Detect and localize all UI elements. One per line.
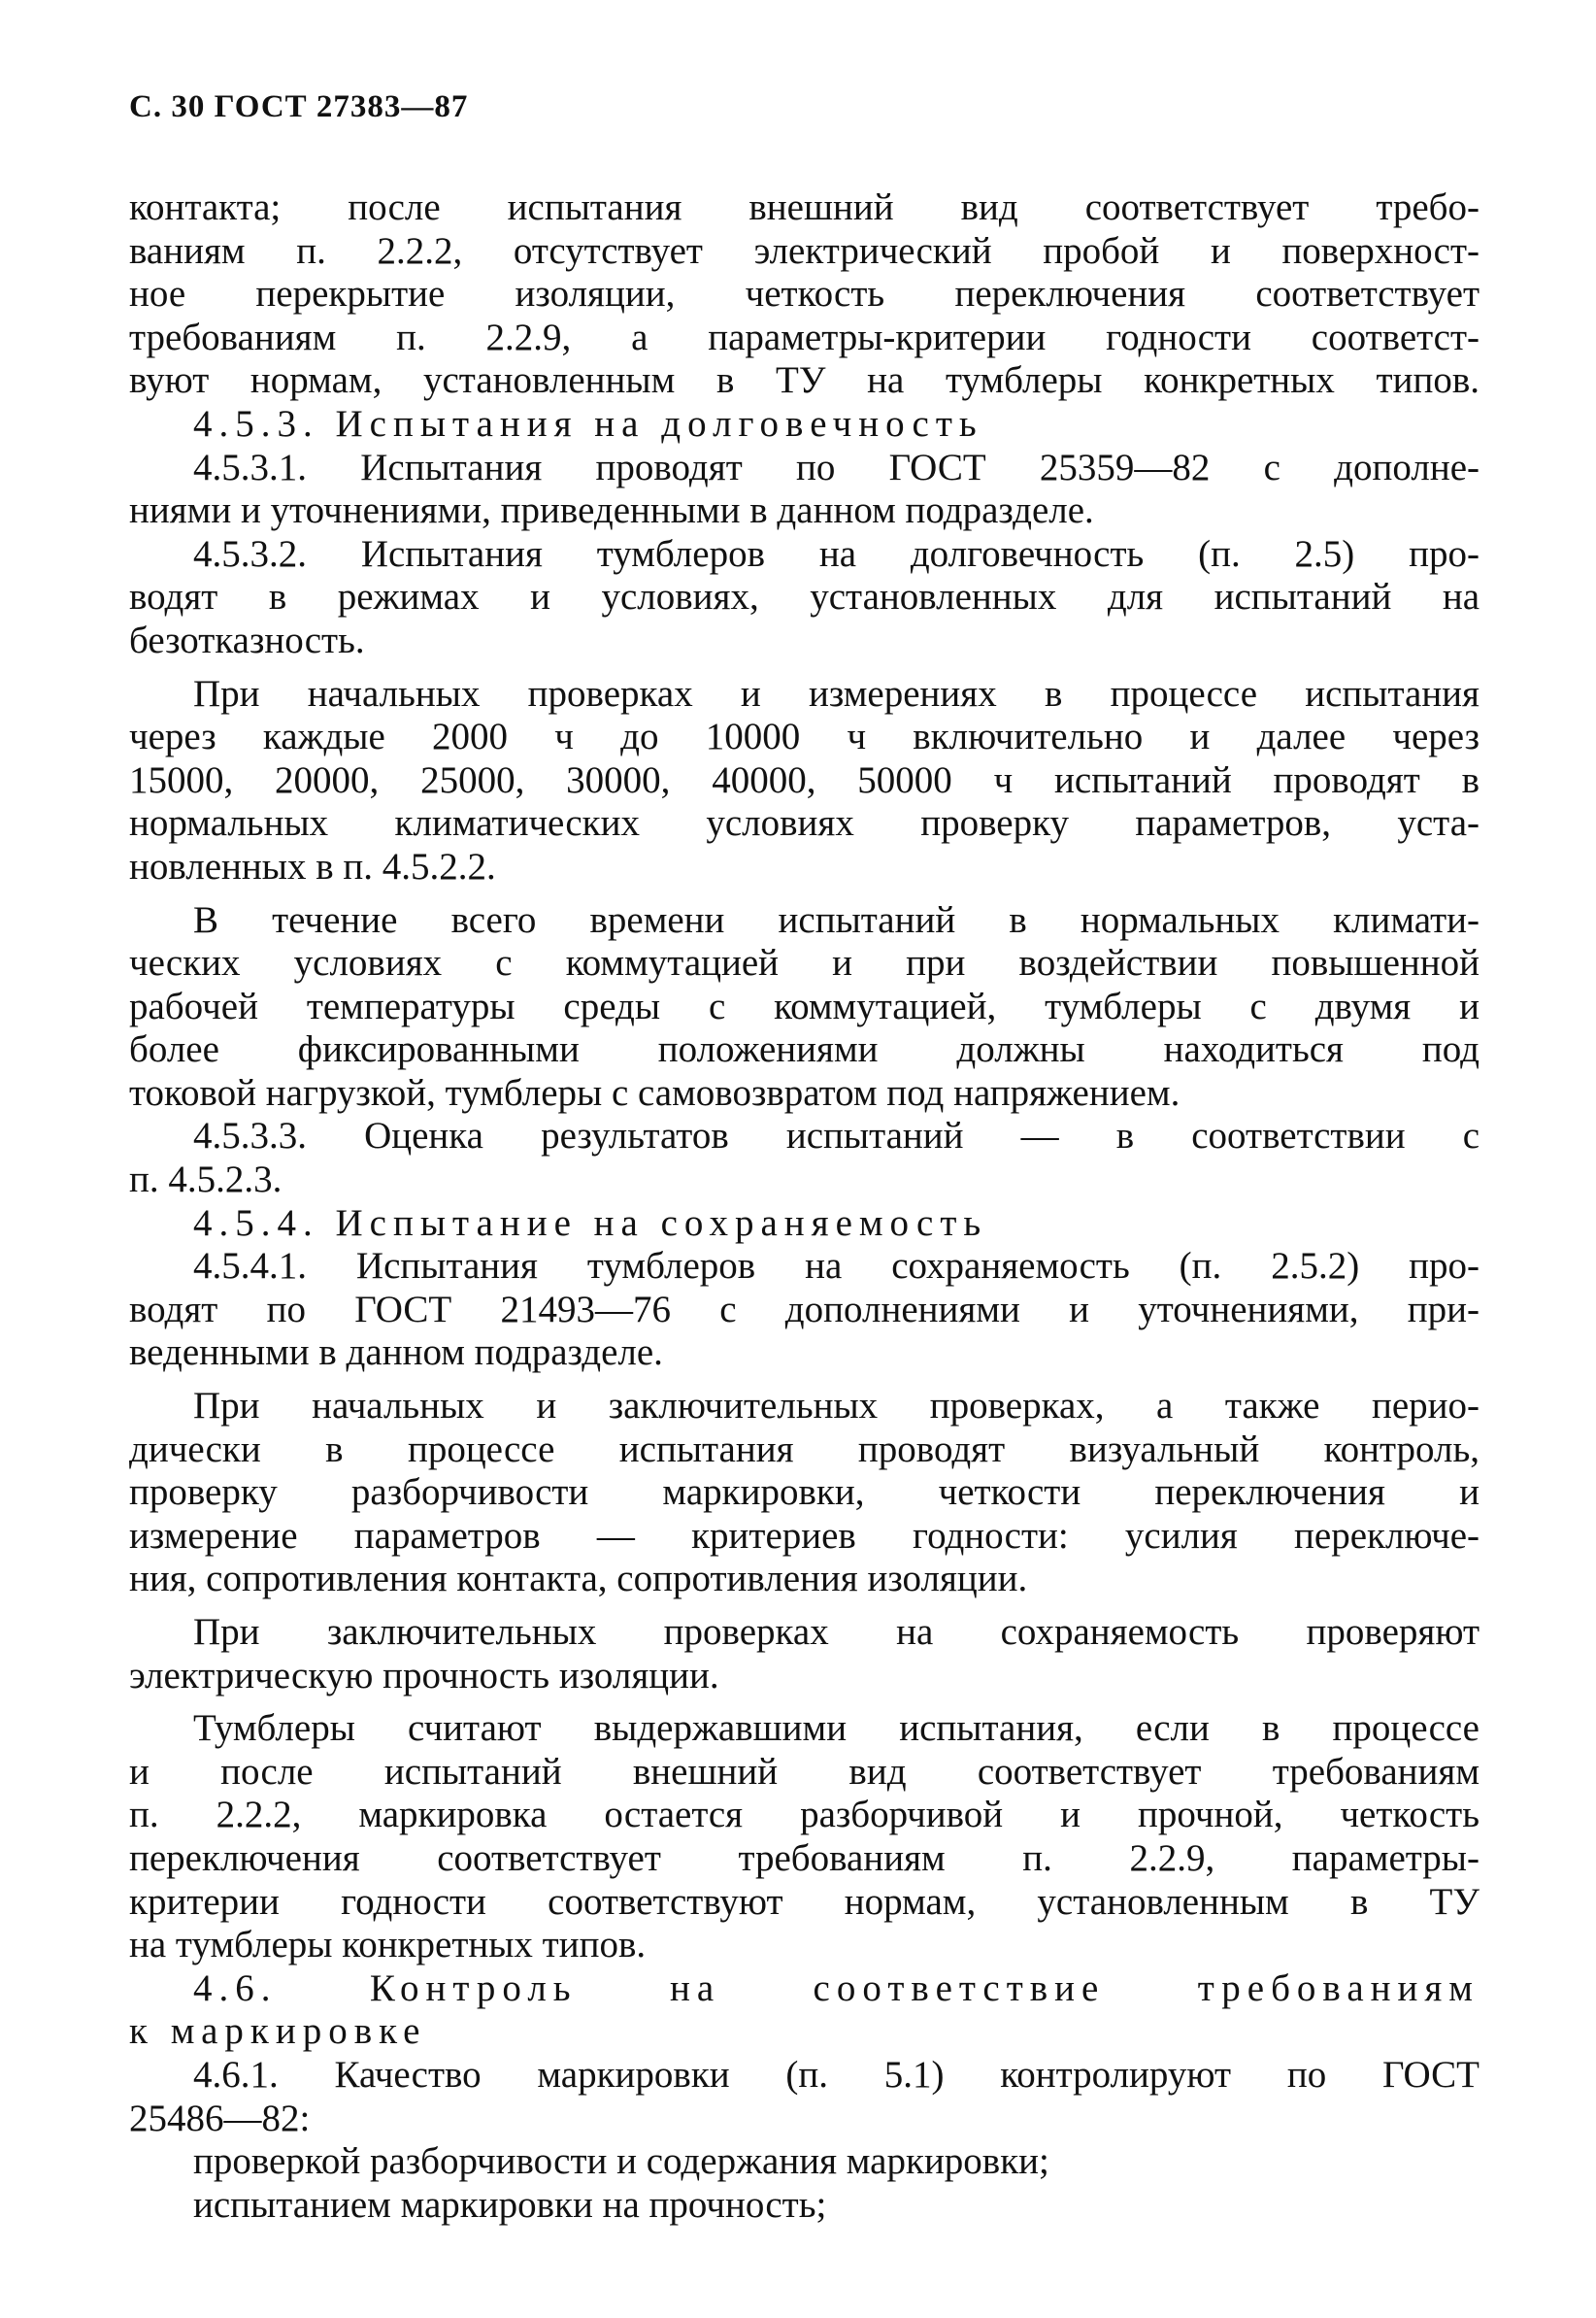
text-line: ваниям п. 2.2.2, отсутствует электрический пробой и поверхност-: [129, 229, 1480, 272]
text-line: переключения соответствует требованиям п. 2.2.9, параметры-: [129, 1836, 1480, 1879]
section-heading: 4.6. Контроль на соответствие требованиям: [193, 1966, 1480, 2009]
text-line: При начальных и заключительных проверках, а также перио-: [193, 1385, 1480, 1428]
text-line: и после испытаний внешний вид соответствует требованиям: [129, 1750, 1480, 1793]
text-line: При начальных проверках и измерениях в процессе испытания: [193, 672, 1480, 715]
text-line: ния, сопротивления контакта, сопротивления изоляции.: [129, 1558, 1028, 1600]
text-line: требованиям п. 2.2.9, а параметры-критерии годности соответст-: [129, 316, 1480, 358]
text-line: водят по ГОСТ 21493—76 с дополнениями и уточнениями, при-: [129, 1288, 1480, 1330]
text-line: ческих условиях с коммутацией и при воздействии повышенной: [129, 942, 1480, 985]
text-line: через каждые 2000 ч до 10000 ч включительно и далее через: [129, 716, 1480, 758]
running-head: С. 30 ГОСТ 27383—87: [129, 89, 469, 124]
paragraph-gap: [129, 1375, 1480, 1385]
document-body: [129, 186, 1480, 2227]
text-line: токовой нагрузкой, тумблеры с самовозвратом под напряжением.: [129, 1071, 1180, 1114]
text-line: 4.5.3.2. Испытания тумблеров на долговечность (п. 2.5) про-: [193, 532, 1480, 575]
paragraph-gap: [129, 1601, 1480, 1611]
text-line: ное перекрытие изоляции, четкость переключения соответствует: [129, 273, 1480, 316]
text-line: водят в режимах и условиях, установленных для испытаний на: [129, 576, 1480, 619]
text-line: п. 4.5.2.3.: [129, 1159, 283, 1201]
section-heading: 4.5.3. Испытания на долговечность: [193, 402, 983, 445]
text-line: вуют нормам, установленным в ТУ на тумблеры конкретных типов.: [129, 359, 1480, 402]
text-line: контакта; после испытания внешний вид соответствует требо-: [129, 186, 1480, 228]
text-line: 15000, 20000, 25000, 30000, 40000, 50000 ч испытаний проводят в: [129, 758, 1480, 801]
list-item: испытанием маркировки на прочность;: [193, 2183, 827, 2226]
text-line: В течение всего времени испытаний в нормальных климати-: [193, 898, 1480, 941]
list-item: проверкой разборчивости и содержания маркировки;: [193, 2140, 1049, 2183]
section-heading: к маркировке: [129, 2010, 427, 2053]
section-heading: 4.5.4. Испытание на сохраняемость: [193, 1201, 988, 1244]
paragraph-gap: [129, 1697, 1480, 1707]
text-line: безотказность.: [129, 619, 365, 661]
text-line: на тумблеры конкретных типов.: [129, 1924, 647, 1966]
text-line: п. 2.2.2, маркировка остается разборчивой и прочной, четкость: [129, 1794, 1480, 1836]
text-line: 4.5.3.3. Оценка результатов испытаний — в соответствии с: [193, 1115, 1480, 1158]
text-line: 4.5.4.1. Испытания тумблеров на сохраняемость (п. 2.5.2) про-: [193, 1245, 1480, 1288]
paragraph-gap: [129, 890, 1480, 899]
text-line: ниями и уточнениями, приведенными в данном подразделе.: [129, 489, 1094, 532]
paragraph-gap: [129, 663, 1480, 673]
text-line: При заключительных проверках на сохраняемость проверяют: [193, 1611, 1480, 1653]
text-line: нормальных климатических условиях проверку параметров, уста-: [129, 802, 1480, 845]
text-line: Тумблеры считают выдержавшими испытания, если в процессе: [193, 1707, 1480, 1750]
text-line: критерии годности соответствуют нормам, установленным в ТУ: [129, 1880, 1480, 1923]
text-line: 25486—82:: [129, 2097, 311, 2139]
text-line: 4.6.1. Качество маркировки (п. 5.1) контролируют по ГОСТ: [193, 2053, 1480, 2096]
text-line: измерение параметров — критериев годности: усилия переключе-: [129, 1514, 1480, 1557]
text-line: электрическую прочность изоляции.: [129, 1654, 719, 1697]
text-line: более фиксированными положениями должны находиться под: [129, 1028, 1480, 1071]
text-line: веденными в данном подразделе.: [129, 1331, 663, 1374]
text-line: проверку разборчивости маркировки, четкости переключения и: [129, 1471, 1480, 1514]
text-line: 4.5.3.1. Испытания проводят по ГОСТ 25359—82 с дополне-: [193, 446, 1480, 488]
text-line: дически в процессе испытания проводят визуальный контроль,: [129, 1428, 1480, 1470]
text-line: новленных в п. 4.5.2.2.: [129, 845, 496, 888]
text-line: рабочей температуры среды с коммутацией, тумблеры с двумя и: [129, 985, 1480, 1027]
